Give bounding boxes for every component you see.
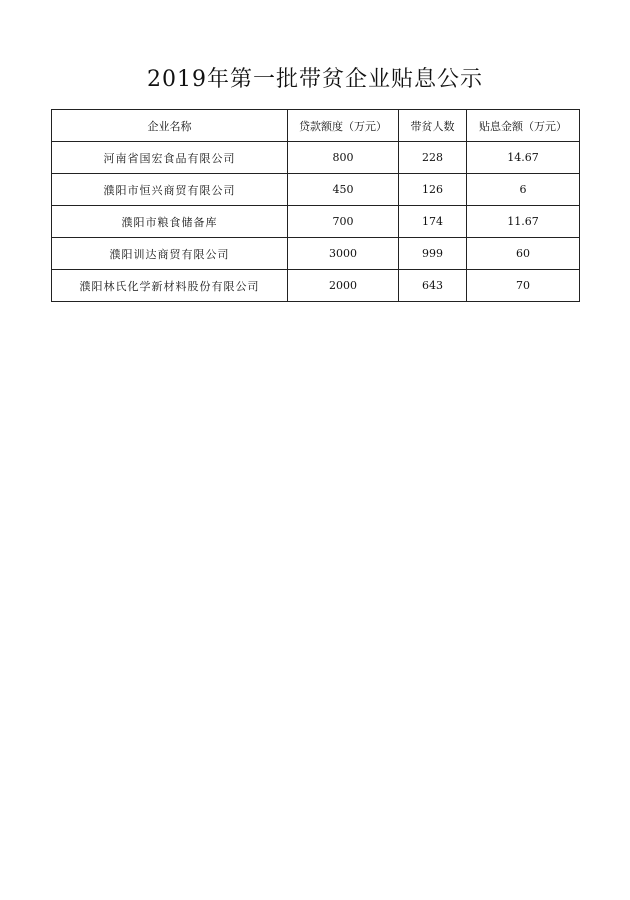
people-count-cell: 999 — [399, 238, 467, 270]
subsidy-table — [51, 109, 580, 302]
table-row — [52, 270, 580, 302]
people-count-cell: 126 — [399, 174, 467, 206]
interest-amount-cell: 60 — [467, 238, 580, 270]
company-name-cell: 河南省国宏食品有限公司 — [52, 142, 288, 174]
header-people-count: 带贫人数 — [399, 110, 467, 142]
table-row — [52, 174, 580, 206]
loan-amount-cell: 700 — [288, 206, 399, 238]
table-row — [52, 142, 580, 174]
company-name-cell: 濮阳林氏化学新材料股份有限公司 — [52, 270, 288, 302]
table-row — [52, 238, 580, 270]
page-title: 2019年第一批带贫企业贴息公示 — [147, 67, 483, 92]
header-company-name: 企业名称 — [52, 110, 288, 142]
header-interest-amount: 贴息金额（万元） — [467, 110, 580, 142]
table-header-row — [52, 110, 580, 142]
people-count-cell: 643 — [399, 270, 467, 302]
loan-amount-cell: 800 — [288, 142, 399, 174]
company-name-cell: 濮阳市粮食储备库 — [52, 206, 288, 238]
interest-amount-cell: 6 — [467, 174, 580, 206]
table-row — [52, 206, 580, 238]
interest-amount-cell: 11.67 — [467, 206, 580, 238]
company-name-cell: 濮阳训达商贸有限公司 — [52, 238, 288, 270]
people-count-cell: 228 — [399, 142, 467, 174]
loan-amount-cell: 450 — [288, 174, 399, 206]
interest-amount-cell: 70 — [467, 270, 580, 302]
header-loan-amount: 贷款额度（万元） — [288, 110, 399, 142]
company-name-cell: 濮阳市恒兴商贸有限公司 — [52, 174, 288, 206]
loan-amount-cell: 2000 — [288, 270, 399, 302]
people-count-cell: 174 — [399, 206, 467, 238]
interest-amount-cell: 14.67 — [467, 142, 580, 174]
loan-amount-cell: 3000 — [288, 238, 399, 270]
